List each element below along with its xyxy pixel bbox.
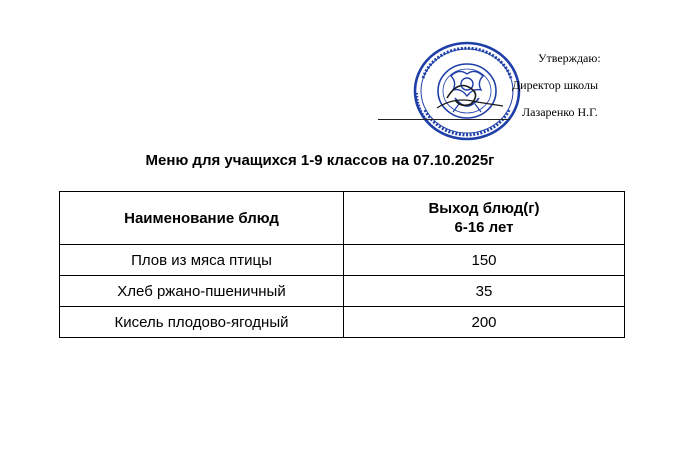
approval-block <box>0 0 688 140</box>
menu-title: Меню для учащихся 1-9 классов на 07.10.2025г <box>145 152 495 169</box>
signature-underline <box>378 119 510 120</box>
dish-cell: Плов из мяса птицы <box>60 245 344 276</box>
table-row <box>60 307 625 338</box>
output-cell: 200 <box>344 307 625 338</box>
table-header-row <box>60 192 625 245</box>
dish-cell: Хлеб ржано-пшеничный <box>60 276 344 307</box>
director-name: Лазаренко Н.Г. <box>522 105 598 119</box>
output-cell: 35 <box>344 276 625 307</box>
header-age-label: 6-16 лет <box>454 219 514 236</box>
header-output-label: Выход блюд(г) <box>428 200 540 217</box>
header-dish <box>60 192 344 245</box>
menu-table <box>59 191 625 338</box>
round-school-seal-icon <box>407 38 527 144</box>
header-output <box>344 192 625 245</box>
director-title: Директор школы <box>512 78 599 92</box>
header-dish-label: Наименование блюд <box>124 209 279 227</box>
dish-cell: Кисель плодово-ягодный <box>60 307 344 338</box>
output-cell: 150 <box>344 245 625 276</box>
table-row <box>60 245 625 276</box>
approve-label: Утверждаю: <box>538 51 601 65</box>
table-row <box>60 276 625 307</box>
